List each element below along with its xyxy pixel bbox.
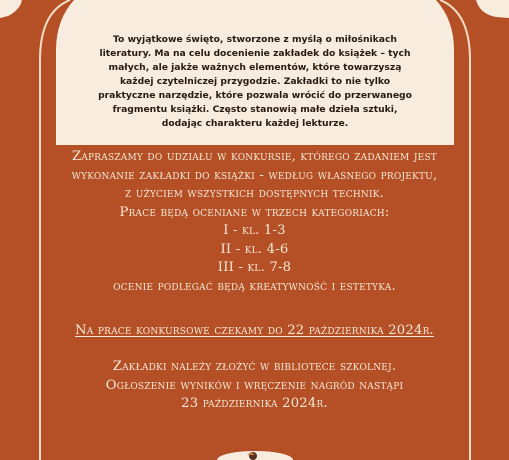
intro-line: fragmentu książki. Często stanowią małe dzieła sztuki, (112, 104, 398, 115)
corner-shape-right (476, 0, 509, 18)
category-line: II - kl. 4-6 (220, 241, 289, 257)
contest-line: Prace będą oceniane w trzech kategoriach: (119, 204, 390, 220)
intro-line: małych, ale jakże ważnych elementów, które towarzyszą (108, 62, 402, 73)
corner-shape-left (0, 0, 22, 18)
info-line: 23 października 2024r. (181, 396, 328, 411)
category-line: III - kl. 7-8 (217, 260, 292, 275)
intro-line: każdej czytelniczej przygodzie. Zakładki to nie tylko (119, 76, 391, 87)
criteria-line: ocenie podlegać będą kreatywność i estetyka. (113, 278, 396, 294)
info-line: Ogłoszenie wyników i wręczenie nagród nastąpi (105, 377, 404, 393)
contest-line: Zapraszamy do udziału w konkursie, którego zadaniem jest (71, 149, 438, 164)
intro-line: dodając charakteru każdej lekturze. (161, 118, 349, 129)
deadline-line: Na prace konkursowe czekamy do 22 października 2024r. (75, 323, 434, 338)
contest-line: wykonanie zakładki do książki - według własnego projektu, (71, 167, 438, 183)
intro-text (94, 33, 416, 131)
submission-info (14, 358, 495, 414)
intro-line: literatury. Ma na celu docenienie zakładek do książek – tych (99, 48, 411, 59)
deadline-text (14, 322, 495, 341)
info-line: Zakładki należy złożyć w bibliotece szkolnej. (112, 359, 397, 374)
intro-line: To wyjątkowe święto, stworzone z myślą o miłośnikach (113, 34, 397, 45)
category-line: I - kl. 1-3 (223, 223, 286, 238)
contest-description (14, 148, 495, 296)
contest-line: z użyciem wszystkich dostępnych technik. (124, 186, 385, 201)
bottom-ornament-icon (217, 446, 293, 460)
intro-line: praktyczne narzędzie, które pozwala wrócić do przerwanego (98, 90, 412, 101)
